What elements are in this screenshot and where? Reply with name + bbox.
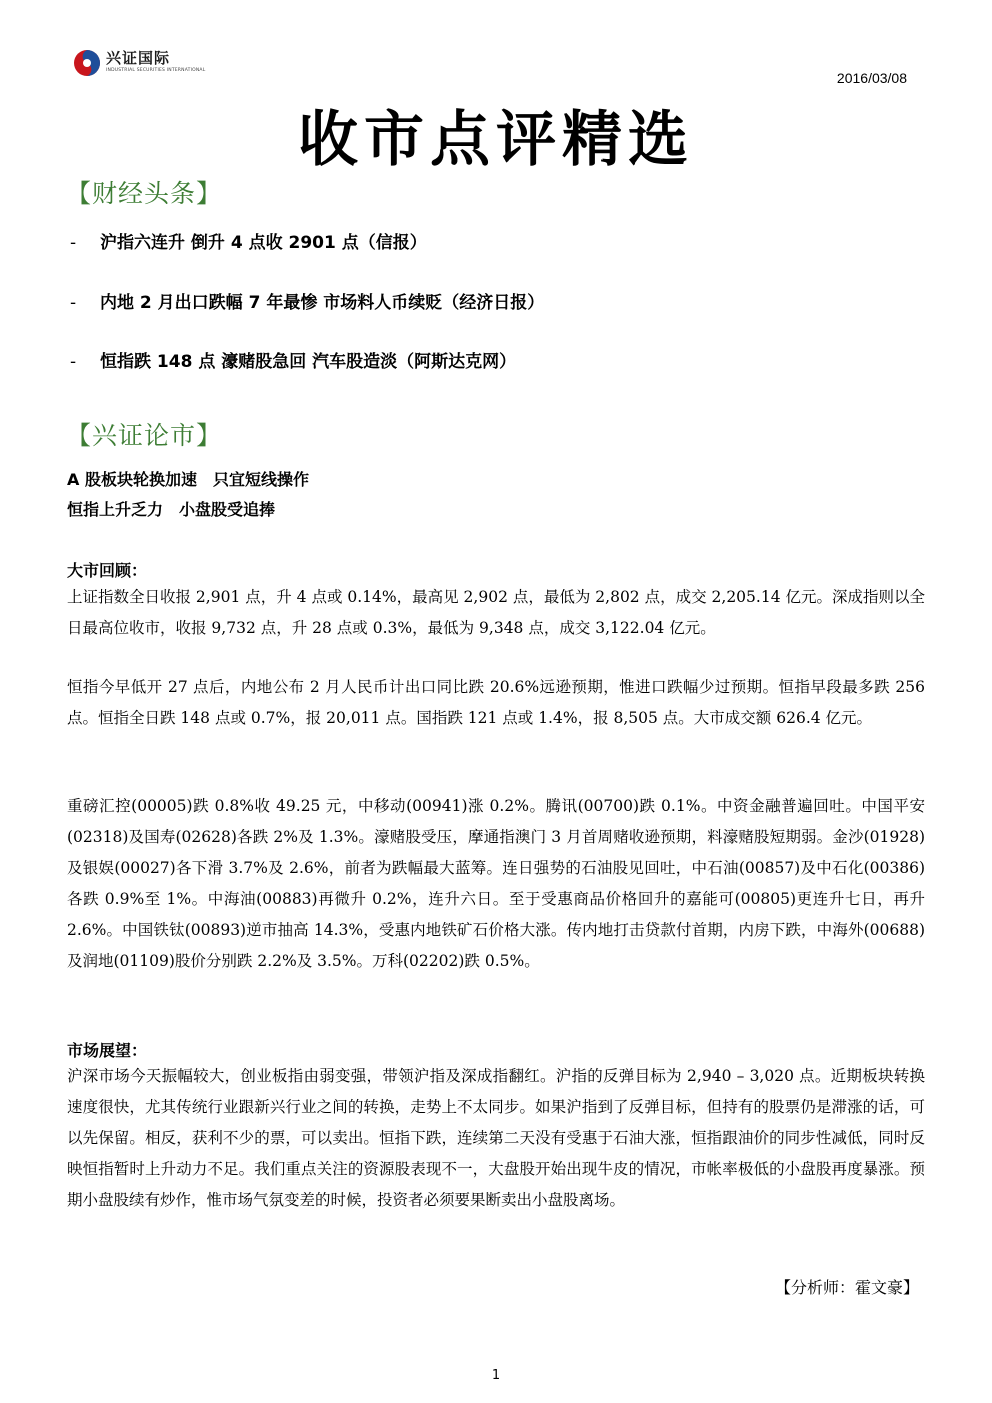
headline-item bbox=[70, 288, 544, 313]
logo-text-en: INDUSTRIAL SECURITIES INTERNATIONAL bbox=[106, 68, 206, 73]
page-number: 1 bbox=[491, 1368, 501, 1383]
headline-text: 沪指六连升 倒升 4 点收 2901 点（信报） bbox=[100, 233, 427, 253]
news-section-heading: 【财经头条】 bbox=[66, 179, 223, 208]
market-outlook-label: 市场展望： bbox=[67, 1041, 148, 1060]
commentary-subtitle-2: 恒指上升乏力 小盘股受追捧 bbox=[67, 500, 276, 519]
commentary-section-heading: 【兴证论市】 bbox=[66, 421, 223, 450]
headline-item bbox=[70, 228, 427, 253]
headline-item bbox=[70, 347, 516, 372]
company-logo bbox=[72, 46, 206, 84]
analyst-credit: 【分析师：霍文豪】 bbox=[774, 1278, 919, 1297]
report-date: 2016/03/08 bbox=[836, 70, 907, 86]
headline-text: 恒指跌 148 点 濠赌股急回 汽车股造淡（阿斯达克网） bbox=[100, 352, 517, 372]
bullet-dash: - bbox=[70, 233, 77, 253]
page-title: 收市点评精选 bbox=[298, 105, 694, 175]
outlook-paragraph: 沪深市场今天振幅较大，创业板指由弱变强，带领沪指及深成指翻红。沪指的反弹目标为 2,940 – 3,020 点。近期板块转换速度很快，尤其传统行业跟新兴行业之间的转换，走势上不太同步。如果沪指到了反弹目标，但持有的股票仍是滞涨的话，可以先保留。相反，获利不少的票，可以卖出。恒指下跌，连续第二天没有受惠于石油大涨，恒指跟油价的同步性减低，同时反映恒指暂时上升动力不足。我们重点关注的资源股表现不一，大盘股开始出现牛皮的情况，市帐率极低的小盘股再度暴涨。预期小盘股续有炒作，惟市场气氛变差的时候，投资者必须要果断卖出小盘股离场。 bbox=[67, 1067, 925, 1209]
review-paragraph-3: 重磅汇控(00005)跌 0.8%收 49.25 元，中移动(00941)涨 0.2%。腾讯(00700)跌 0.1%。中资金融普遍回吐。中国平安(02318)及国寿(02628)各跌 2%及 1.3%。濠赌股受压，摩通指澳门 3 月首周赌收逊预期，料濠赌股短期弱。金沙(01928)及银娱(00027)各下滑 3.7%及 2.6%，前者为跌幅最大蓝筹。连日强势的石油股见回吐，中石油(00857)及中石化(00386)各跌 0.9%至 1%。中海油(00883)再微升 0.2%，连升六日。至于受惠商品价格回升的嘉能可(00805)更连升七日，再升 2.6%。中国铁钛(00893)逆市抽高 14.3%，受惠内地铁矿石价格大涨。传内地打击贷款付首期，内房下跌，中海外(00688)及润地(01109)股价分别跌 2.2%及 3.5%。万科(02202)跌 0.5%。 bbox=[67, 797, 925, 970]
review-paragraph-2: 恒指今早低开 27 点后，内地公布 2 月人民币计出口同比跌 20.6%远逊预期，惟进口跌幅少过预期。恒指早段最多跌 256 点。恒指全日跌 148 点或 0.7%，报 20,011 点。国指跌 121 点或 1.4%，报 8,505 点。大市成交额 626.4 亿元。 bbox=[67, 678, 925, 727]
logo-mark-icon bbox=[72, 48, 102, 78]
commentary-subtitle-1: A 股板块轮换加速 只宜短线操作 bbox=[67, 470, 309, 489]
market-review-label: 大市回顾： bbox=[67, 561, 148, 580]
bullet-dash: - bbox=[70, 293, 77, 313]
bullet-dash: - bbox=[70, 352, 77, 372]
logo-text-cn: 兴证国际 bbox=[106, 49, 171, 67]
review-paragraph-1: 上证指数全日收报 2,901 点，升 4 点或 0.14%，最高见 2,902 点，最低为 2,802 点，成交 2,205.14 亿元。深成指则以全日最高位收市，收报 9,732 点，升 28 点或 0.3%，最低为 9,348 点，成交 3,122.04 亿元。 bbox=[67, 588, 925, 637]
headline-text: 内地 2 月出口跌幅 7 年最惨 市场料人币续贬（经济日报） bbox=[100, 293, 545, 313]
